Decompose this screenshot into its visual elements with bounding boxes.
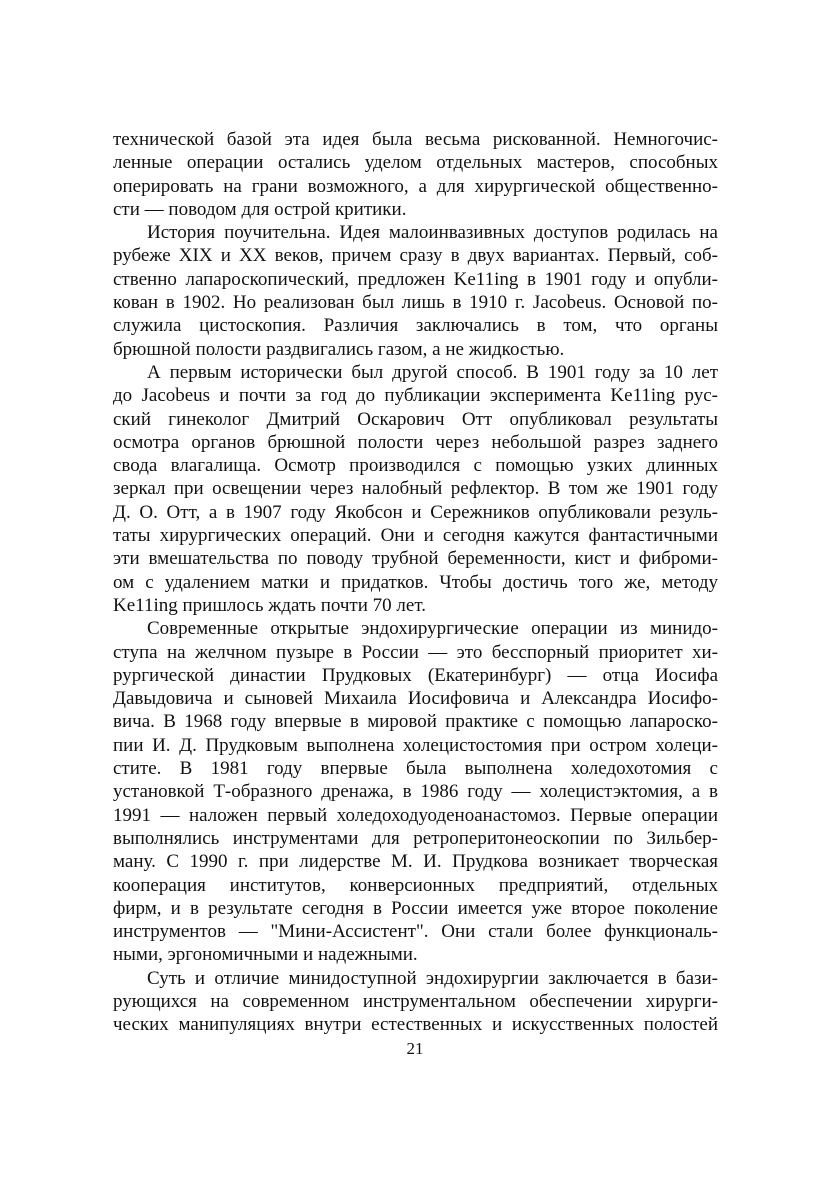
text-line: ский гинеколог Дмитрий Оскарович Отт опубликовал результаты <box>113 408 718 430</box>
text-line: вича. В 1968 году впервые в мировой практике с помощью лапароско- <box>113 711 718 733</box>
text-line: стите. В 1981 году впервые была выполнена холедохотомия с <box>113 758 718 780</box>
text-line: Д. О. Отт, а в 1907 году Якобсон и Сережников опубликовали резуль- <box>113 501 718 523</box>
paragraph <box>113 617 718 966</box>
text-line: технической базой эта идея была весьма рискованной. Немногочис- <box>113 129 718 150</box>
text-line: ными, эргономичными и надежными. <box>113 944 418 966</box>
text-line: эти вмешательства по поводу трубной беременности, кист и фиброми- <box>113 548 718 570</box>
text-line: рубеже XIX и XX веков, причем сразу в двух вариантах. Первый, соб- <box>113 245 718 267</box>
text-line: выполнялись инструментами для ретроперитонеоскопии по Зильбер- <box>113 827 718 849</box>
text-line: ом с удалением матки и придатков. Чтобы достичь того же, методу <box>113 571 718 593</box>
text-line: Современные открытые эндохирургические операции из минидо- <box>147 618 718 640</box>
text-line: сти — поводом для острой критики. <box>113 198 407 220</box>
text-line: ману. С 1990 г. при лидерстве М. И. Прудкова возникает творческая <box>113 851 718 873</box>
text-line: оперировать на грани возможного, а для хирургической общественно- <box>113 175 718 197</box>
body-text <box>113 128 718 1037</box>
paragraph <box>113 967 718 1037</box>
text-line: рующихся на современном инструментальном обеспечении хирурги- <box>113 990 718 1012</box>
text-line: свода влагалища. Осмотр производился с помощью узких длинных <box>113 455 718 477</box>
page-number: 21 <box>406 1039 424 1058</box>
paragraph <box>113 221 718 361</box>
text-line: рургической династии Прудковых (Екатеринбург) — отца Иосифа <box>113 664 718 686</box>
text-line: служила цистоскопия. Различия заключались в том, что органы <box>113 315 718 337</box>
text-line: История поучительна. Идея малоинвазивных доступов родилась на <box>147 222 718 244</box>
text-line: пии И. Д. Прудковым выполнена холецистостомия при остром холеци- <box>113 734 718 756</box>
text-line: 1991 — наложен первый холедоходуоденоанастомоз. Первые операции <box>113 804 718 826</box>
text-line: ческих манипуляциях внутри естественных и искусственных полостей <box>113 1014 718 1036</box>
text-line: инструментов — "Мини-Ассистент". Они стали более функциональ- <box>113 921 718 943</box>
text-line: ственно лапароскопический, предложен Ke11ing в 1901 году и опубли- <box>113 268 718 290</box>
text-line: брюшной полости раздвигались газом, а не жидкостью. <box>113 338 565 360</box>
text-line: установкой Т-образного дренажа, в 1986 году — холецистэктомия, а в <box>113 781 718 803</box>
text-line: ленные операции остались уделом отдельных мастеров, способных <box>113 152 718 174</box>
text-line: Ke11ing пришлось ждать почти 70 лет. <box>113 594 426 616</box>
text-line: А первым исторически был другой способ. В 1901 году за 10 лет <box>147 361 718 383</box>
text-line: кооперация институтов, конверсионных предприятий, отдельных <box>113 874 718 896</box>
text-line: осмотра органов брюшной полости через небольшой разрез заднего <box>113 431 718 453</box>
text-line: Суть и отличие минидоступной эндохирургии заключается в бази- <box>147 967 718 989</box>
text-line: Давыдовича и сыновей Михаила Иосифовича и Александра Иосифо- <box>113 688 718 710</box>
text-line: зеркал при освещении через налобный рефлектор. В том же 1901 году <box>113 478 718 500</box>
text-line: таты хирургических операций. Они и сегодня кажутся фантастичными <box>113 525 718 547</box>
text-line: ступа на желчном пузыре в России — это бесспорный приоритет хи- <box>113 641 718 663</box>
text-line: кован в 1902. Но реализован был лишь в 1910 г. Jacobeus. Основой по- <box>113 292 718 314</box>
paragraph <box>113 128 718 221</box>
text-line: до Jacobeus и почти за год до публикации эксперимента Ke11ing рус- <box>113 385 718 407</box>
paragraph <box>113 361 718 617</box>
text-line: фирм, и в результате сегодня в России имеется уже второе поколение <box>113 897 718 919</box>
